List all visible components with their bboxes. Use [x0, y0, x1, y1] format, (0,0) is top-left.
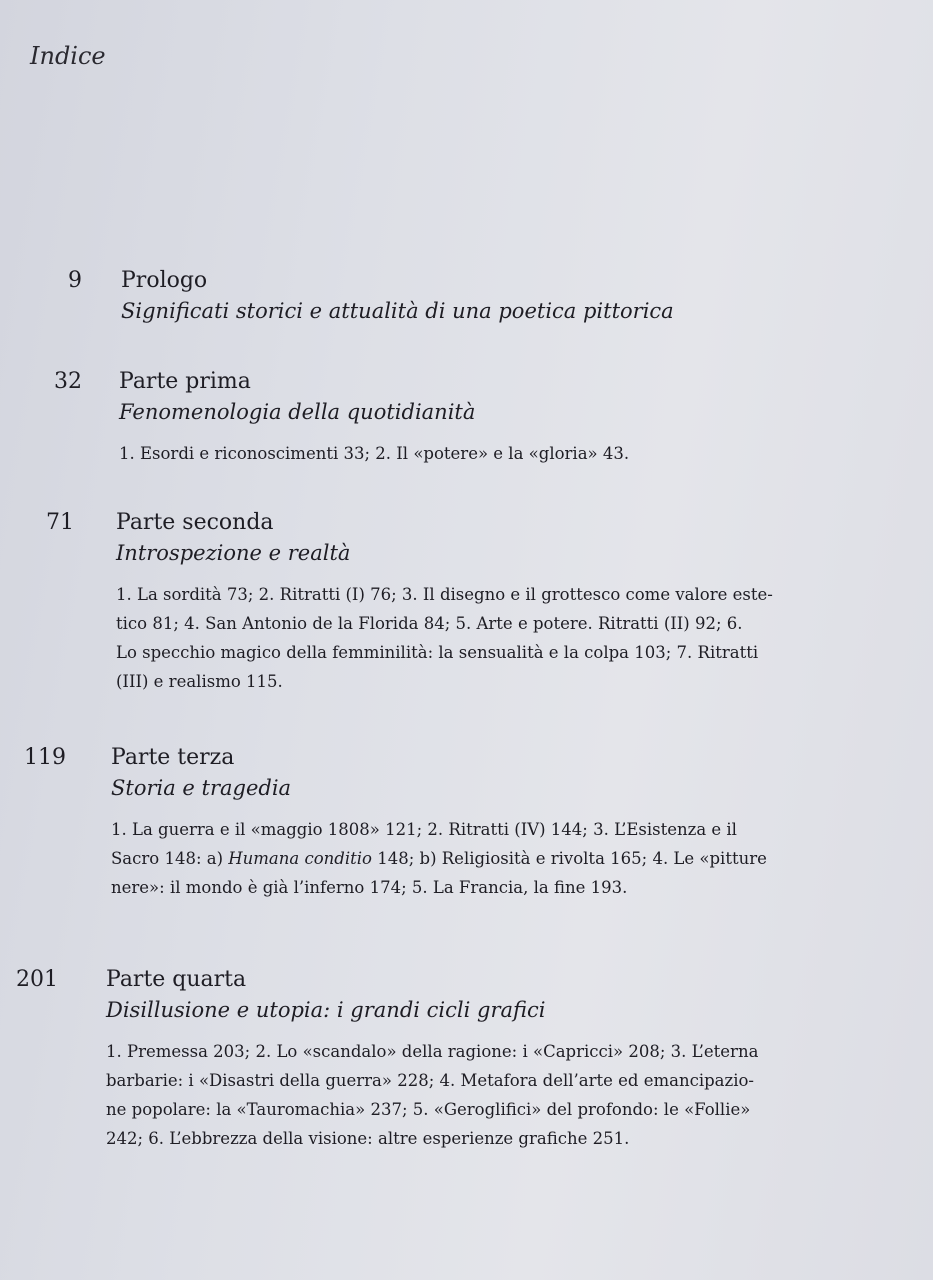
entry-body [119, 367, 819, 468]
part-title: Parte prima [119, 369, 251, 394]
entry-body [111, 743, 901, 902]
chapter-list [116, 580, 876, 696]
chapter-list [106, 1037, 921, 1153]
chapter-line: 242; 6. L’ebbrezza della visione: altre esperienze grafiche 251. [106, 1129, 630, 1148]
part-subtitle: Introspezione e realtà [116, 541, 351, 565]
page-number: 71 [46, 510, 74, 535]
part-title: Parte quarta [106, 967, 247, 992]
page-number: 32 [54, 369, 82, 394]
chapter-line: nere»: il mondo è già l’inferno 174; 5. La Francia, la fine 193. [111, 878, 628, 897]
part-subtitle: Storia e tragedia [111, 776, 292, 800]
chapter-line: 1. Esordi e riconoscimenti 33; 2. Il «potere» e la «gloria» 43. [119, 444, 630, 463]
chapter-line [111, 844, 901, 873]
chapter-list [111, 815, 901, 902]
part-title: Prologo [121, 268, 208, 293]
chapter-line: (III) e realismo 115. [116, 672, 283, 691]
chapter-list [119, 439, 819, 468]
chapter-line: tico 81; 4. San Antonio de la Florida 84; 5. Arte e potere. Ritratti (II) 92; 6. [116, 614, 743, 633]
page-title: Indice [30, 42, 106, 70]
part-subtitle: Significati storici e attualità di una poetica pittorica [121, 299, 674, 323]
chapter-line: Lo specchio magico della femminilità: la sensualità e la colpa 103; 7. Ritratti [116, 643, 759, 662]
chapter-text: Sacro 148: a) [111, 849, 229, 868]
page-number: 201 [16, 967, 58, 992]
entry-body [116, 508, 876, 696]
entry-body [121, 266, 674, 326]
chapter-line: ne popolare: la «Tauromachia» 237; 5. «Geroglifici» del profondo: le «Follie» [106, 1100, 751, 1119]
chapter-line: 1. La sordità 73; 2. Ritratti (I) 76; 3. Il disegno e il grottesco come valore este- [116, 585, 773, 604]
part-title: Parte seconda [116, 510, 274, 535]
page-number: 119 [24, 745, 66, 770]
italic-title: Humana conditio [228, 849, 372, 868]
part-subtitle: Fenomenologia della quotidianità [119, 400, 476, 424]
chapter-line: barbarie: i «Disastri della guerra» 228; 4. Metafora dell’arte ed emancipazio- [106, 1071, 754, 1090]
page-number: 9 [68, 268, 82, 293]
part-subtitle: Disillusione e utopia: i grandi cicli grafici [106, 998, 546, 1022]
part-title: Parte terza [111, 745, 235, 770]
chapter-line: 1. Premessa 203; 2. Lo «scandalo» della ragione: i «Capricci» 208; 3. L’eterna [106, 1042, 759, 1061]
chapter-line: 1. La guerra e il «maggio 1808» 121; 2. Ritratti (IV) 144; 3. L’Esistenza e il [111, 820, 737, 839]
entry-body [106, 965, 921, 1153]
chapter-text: 148; b) Religiosità e rivolta 165; 4. Le «pitture [371, 849, 767, 868]
